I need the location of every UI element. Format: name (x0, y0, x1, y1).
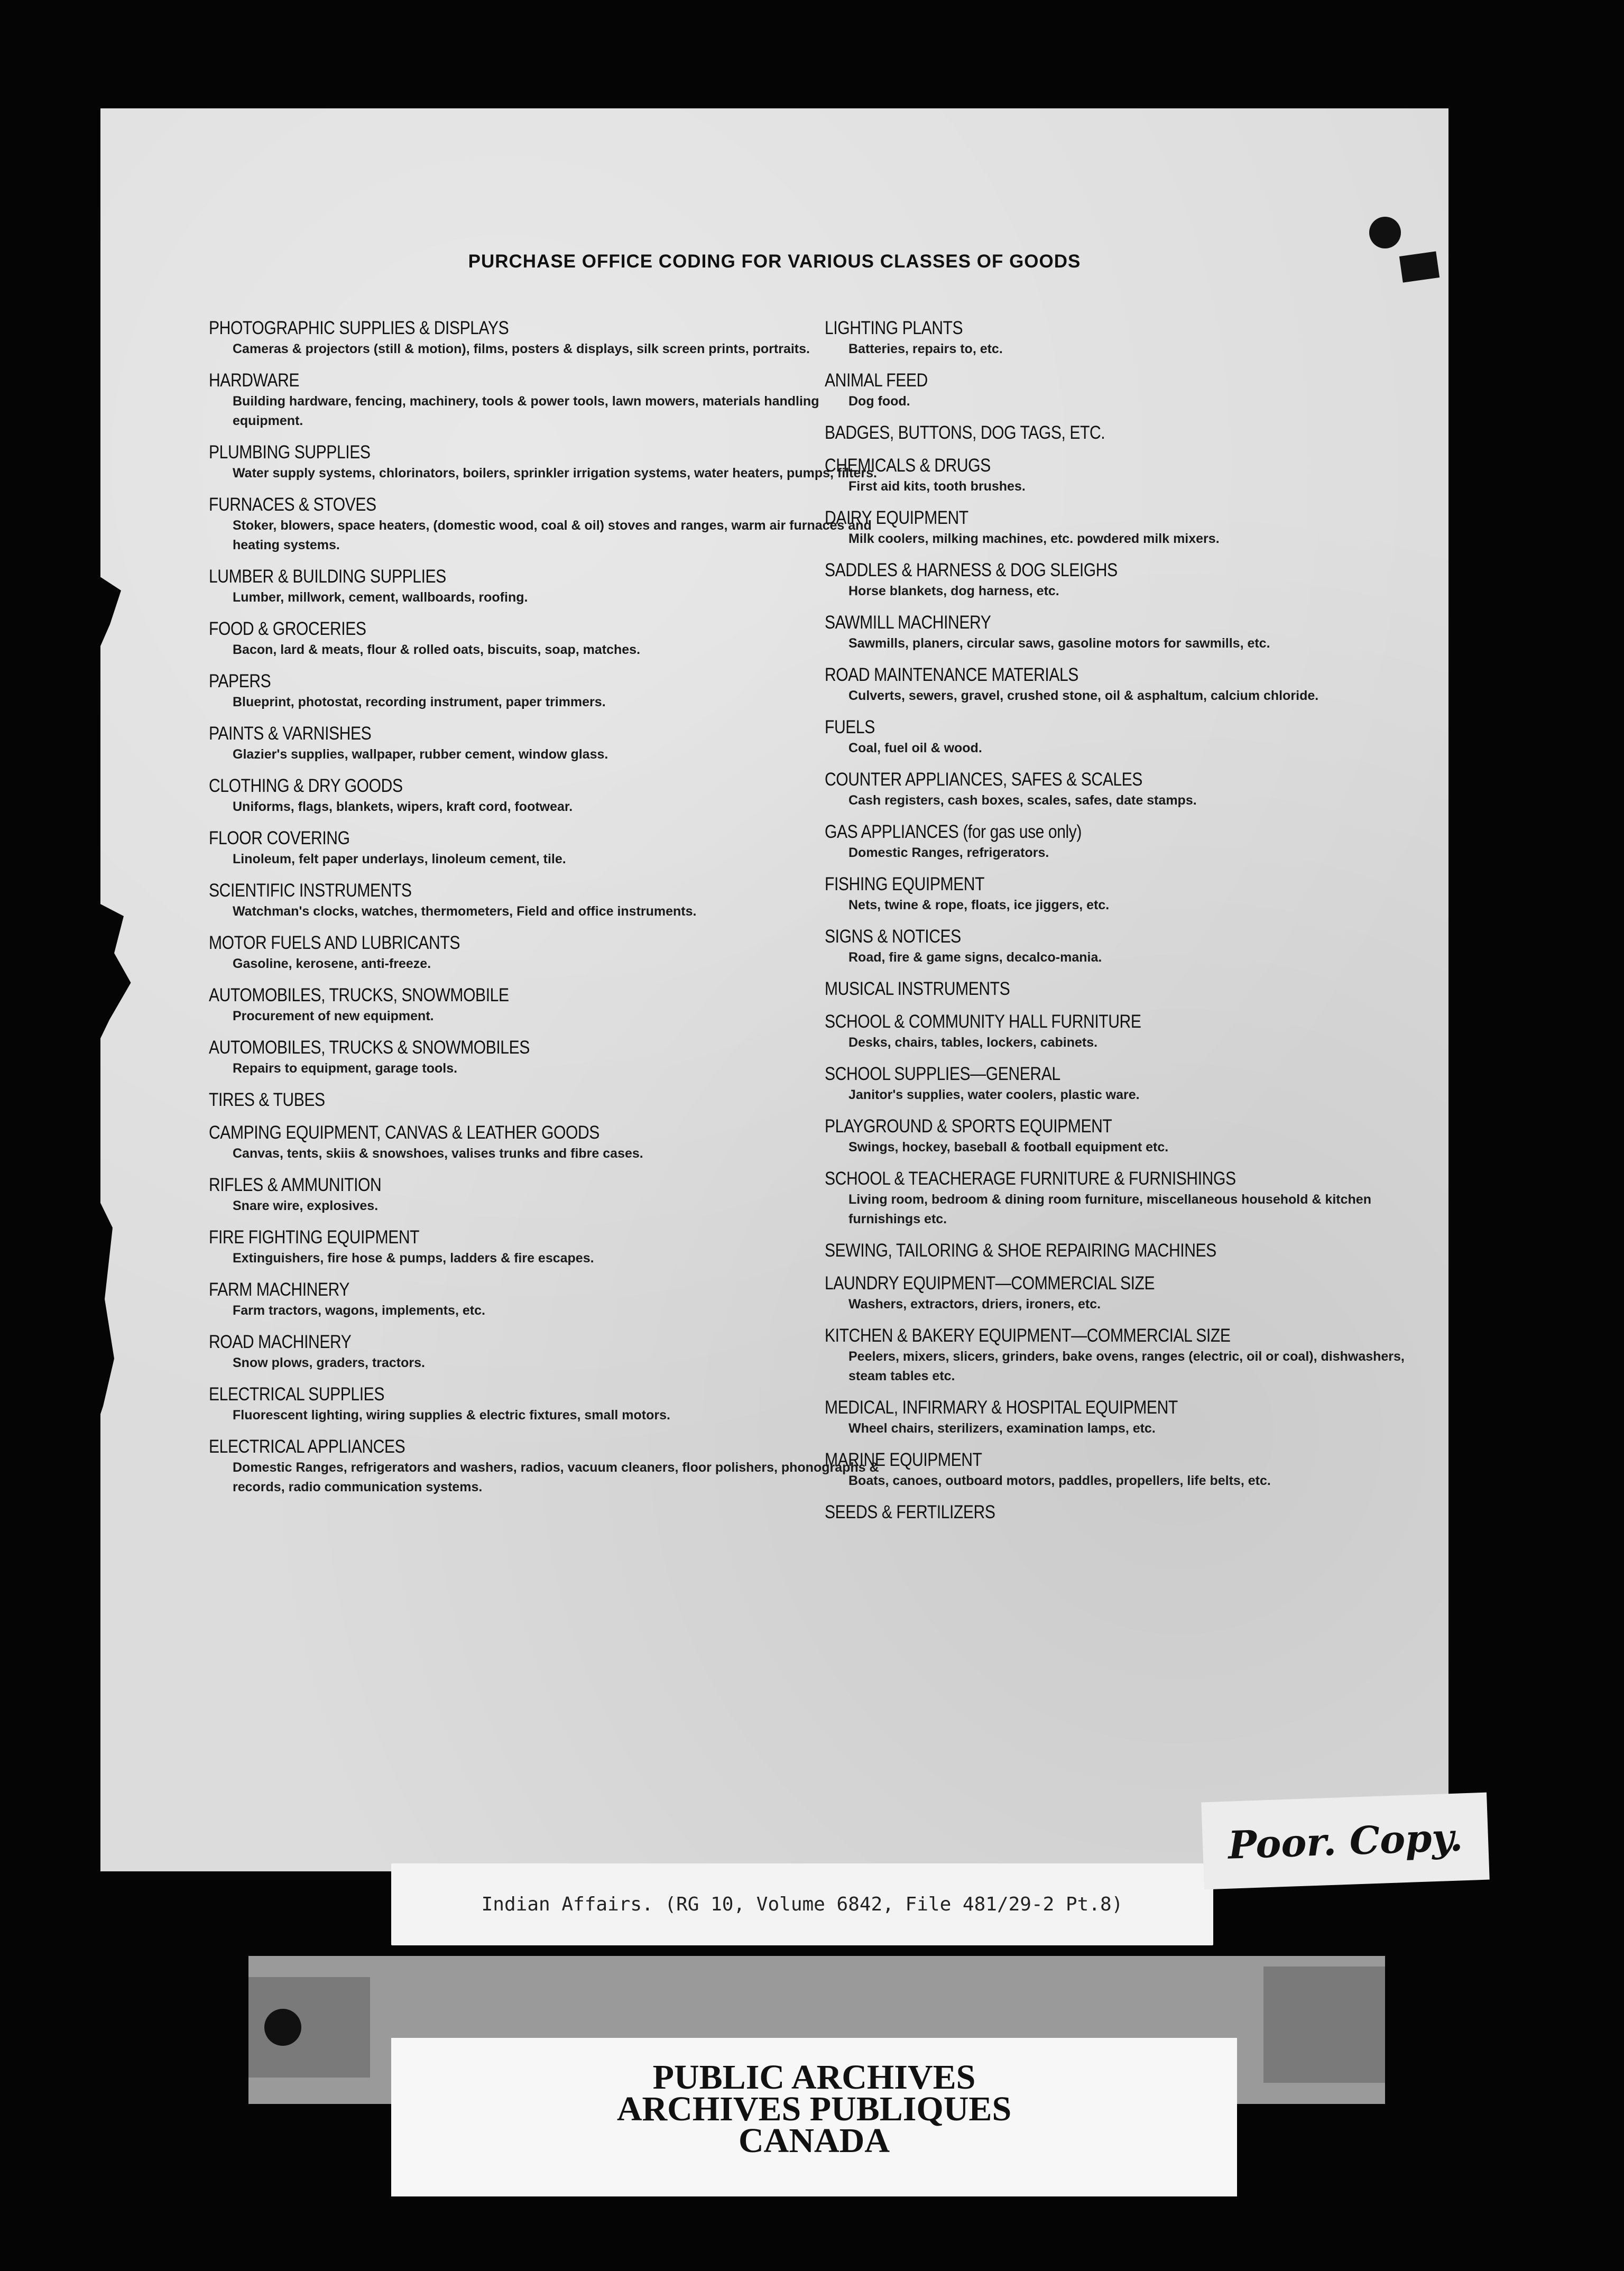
goods-class-entry (825, 926, 1427, 967)
goods-class-entry (825, 1501, 1427, 1524)
goods-class-entry (825, 1449, 1427, 1491)
right-column (825, 317, 1427, 1534)
goods-class-entry (209, 494, 885, 555)
goods-class-entry (209, 984, 885, 1026)
goods-class-description: Canvas, tents, skiis & snowshoes, valises trunks and fibre cases. (233, 1146, 643, 1161)
goods-class-heading: LAUNDRY EQUIPMENT—COMMERCIAL SIZE (825, 1273, 1155, 1294)
goods-class-heading: FOOD & GROCERIES (209, 618, 366, 639)
goods-class-description: Batteries, repairs to, etc. (848, 341, 1003, 356)
goods-class-heading: PLAYGROUND & SPORTS EQUIPMENT (825, 1116, 1112, 1137)
goods-class-description: Milk coolers, milking machines, etc. powdered milk mixers. (848, 531, 1220, 546)
goods-class-description: Stoker, blowers, space heaters, (domestic wood, coal & oil) stoves and ranges, warm air furnaces and heating systems. (233, 518, 872, 552)
goods-class-entry (825, 1240, 1427, 1262)
goods-class-description: Blueprint, photostat, recording instrument, paper trimmers. (233, 695, 606, 709)
goods-class-entry (825, 1325, 1427, 1386)
goods-class-description: Horse blankets, dog harness, etc. (848, 584, 1059, 598)
goods-class-description: Cash registers, cash boxes, scales, safes, date stamps. (848, 793, 1197, 808)
goods-class-heading: SEEDS & FERTILIZERS (825, 1502, 995, 1522)
torn-edge (100, 901, 143, 1049)
goods-class-description: Watchman's clocks, watches, thermometers, Field and office instruments. (233, 904, 697, 919)
goods-class-heading: SCHOOL & TEACHERAGE FURNITURE & FURNISHINGS (825, 1168, 1236, 1189)
goods-class-entry (209, 827, 885, 869)
goods-class-entry (825, 370, 1427, 411)
goods-class-description: Dog food. (848, 394, 910, 409)
archives-stamp-line3: CANADA (739, 2121, 890, 2160)
goods-class-description: Fluorescent lighting, wiring supplies & electric fixtures, small motors. (233, 1408, 670, 1423)
ink-blot (1369, 217, 1401, 248)
goods-class-entry (825, 1272, 1427, 1314)
goods-class-heading: AUTOMOBILES, TRUCKS, SNOWMOBILE (209, 985, 509, 1005)
goods-class-heading: CAMPING EQUIPMENT, CANVAS & LEATHER GOODS (209, 1122, 599, 1143)
goods-class-heading: FARM MACHINERY (209, 1279, 350, 1300)
goods-class-description: Living room, bedroom & dining room furniture, miscellaneous household & kitchen furnishings etc. (848, 1192, 1371, 1226)
goods-class-heading: FUELS (825, 717, 875, 737)
goods-class-description: Water supply systems, chlorinators, boilers, sprinkler irrigation systems, water heaters, pumps, filters. (233, 466, 877, 481)
goods-class-entry (825, 455, 1427, 496)
goods-class-description: Domestic Ranges, refrigerators. (848, 845, 1049, 860)
goods-class-description: Gasoline, kerosene, anti-freeze. (233, 956, 431, 971)
goods-class-description: Peelers, mixers, slicers, grinders, bake ovens, ranges (electric, oil or coal), dishwashers, steam tables etc. (848, 1349, 1405, 1383)
goods-class-description: Repairs to equipment, garage tools. (233, 1061, 458, 1076)
mount-hole (264, 2009, 301, 2046)
goods-class-heading: ROAD MAINTENANCE MATERIALS (825, 664, 1078, 685)
goods-class-heading: ANIMAL FEED (825, 370, 928, 391)
goods-class-entry (825, 422, 1427, 444)
goods-class-entry (825, 559, 1427, 601)
goods-class-heading: MOTOR FUELS AND LUBRICANTS (209, 933, 460, 953)
goods-class-entry (209, 1436, 885, 1497)
goods-class-heading: AUTOMOBILES, TRUCKS & SNOWMOBILES (209, 1037, 530, 1058)
goods-class-description: Linoleum, felt paper underlays, linoleum cement, tile. (233, 852, 566, 866)
goods-class-description: Nets, twine & rope, floats, ice jiggers, etc. (848, 898, 1110, 912)
goods-class-entry (825, 612, 1427, 653)
goods-class-heading: GAS APPLIANCES (for gas use only) (825, 821, 1082, 842)
goods-class-entry (209, 317, 885, 359)
goods-class-heading: CLOTHING & DRY GOODS (209, 776, 403, 796)
goods-class-heading: SCHOOL & COMMUNITY HALL FURNITURE (825, 1011, 1141, 1032)
goods-class-entry (825, 507, 1427, 549)
goods-class-entry (209, 880, 885, 921)
goods-class-heading: SEWING, TAILORING & SHOE REPAIRING MACHINES (825, 1240, 1216, 1261)
goods-class-heading: COUNTER APPLIANCES, SAFES & SCALES (825, 769, 1142, 790)
goods-class-heading: SAWMILL MACHINERY (825, 612, 991, 633)
goods-class-description: Building hardware, fencing, machinery, tools & power tools, lawn mowers, materials handling equipment. (233, 394, 819, 428)
goods-class-entry (209, 723, 885, 764)
goods-class-heading: DAIRY EQUIPMENT (825, 507, 968, 528)
goods-class-heading: ELECTRICAL APPLIANCES (209, 1436, 405, 1457)
goods-class-entry (825, 1011, 1427, 1053)
goods-class-entry (825, 821, 1427, 863)
goods-class-entry (209, 1089, 885, 1111)
goods-class-heading: ELECTRICAL SUPPLIES (209, 1384, 384, 1405)
goods-class-description: Procurement of new equipment. (233, 1009, 434, 1023)
goods-class-description: Cameras & projectors (still & motion), films, posters & displays, silk screen prints, portraits. (233, 341, 810, 356)
mount-tab-right (1263, 1967, 1385, 2083)
archives-stamp-line2: ARCHIVES PUBLIQUES (616, 2090, 1012, 2128)
reference-label: Indian Affairs. (RG 10, Volume 6842, File 481/29-2 Pt.8) (391, 1863, 1213, 1945)
goods-class-description: Snow plows, graders, tractors. (233, 1355, 425, 1370)
goods-class-heading: LIGHTING PLANTS (825, 318, 963, 338)
goods-class-heading: PLUMBING SUPPLIES (209, 442, 371, 463)
goods-class-heading: FIRE FIGHTING EQUIPMENT (209, 1227, 420, 1248)
goods-class-description: Snare wire, explosives. (233, 1198, 379, 1213)
goods-class-heading: KITCHEN & BAKERY EQUIPMENT—COMMERCIAL SIZE (825, 1325, 1231, 1346)
goods-class-description: Uniforms, flags, blankets, wipers, kraft cord, footwear. (233, 799, 573, 814)
goods-class-entry (825, 1063, 1427, 1105)
goods-class-description: First aid kits, tooth brushes. (848, 479, 1026, 494)
goods-class-entry (209, 1122, 885, 1164)
goods-class-heading: MUSICAL INSTRUMENTS (825, 978, 1010, 999)
goods-class-entry (209, 441, 885, 483)
archives-stamp (391, 2038, 1237, 2196)
goods-class-heading: RIFLES & AMMUNITION (209, 1175, 382, 1195)
goods-class-entry (209, 1037, 885, 1078)
goods-class-entry (209, 618, 885, 660)
goods-class-description: Culverts, sewers, gravel, crushed stone, oil & asphaltum, calcium chloride. (848, 688, 1319, 703)
goods-class-heading: LUMBER & BUILDING SUPPLIES (209, 566, 446, 587)
left-column (209, 317, 885, 1508)
goods-class-entry (209, 1383, 885, 1425)
torn-edge (100, 1192, 127, 1430)
goods-class-heading: PAINTS & VARNISHES (209, 723, 372, 744)
mount-tab-left (248, 1977, 370, 2078)
goods-class-entry (209, 932, 885, 974)
goods-class-entry (209, 1226, 885, 1268)
goods-class-entry (825, 1115, 1427, 1157)
goods-class-entry (209, 1331, 885, 1373)
goods-class-description: Domestic Ranges, refrigerators and washers, radios, vacuum cleaners, floor polishers, phonographs & records, radio communication systems. (233, 1460, 879, 1494)
goods-class-description: Washers, extractors, driers, ironers, etc. (848, 1297, 1101, 1312)
goods-class-entry (825, 716, 1427, 758)
goods-class-description: Sawmills, planers, circular saws, gasoline motors for sawmills, etc. (848, 636, 1270, 651)
goods-class-description: Wheel chairs, sterilizers, examination lamps, etc. (848, 1421, 1156, 1436)
goods-class-heading: TIRES & TUBES (209, 1090, 325, 1110)
document-title: PURCHASE OFFICE CODING FOR VARIOUS CLASSES OF GOODS (468, 251, 1081, 272)
goods-class-entry (209, 566, 885, 607)
goods-class-description: Road, fire & game signs, decalco-mania. (848, 950, 1102, 965)
goods-class-description: Lumber, millwork, cement, wallboards, roofing. (233, 590, 528, 605)
goods-class-entry (209, 1279, 885, 1321)
goods-class-entry (825, 1168, 1427, 1229)
handwritten-note: Poor. Copy. (1201, 1793, 1489, 1890)
goods-class-description: Coal, fuel oil & wood. (848, 741, 982, 755)
goods-class-entry (209, 670, 885, 712)
scanned-page (100, 108, 1448, 1871)
goods-class-heading: MARINE EQUIPMENT (825, 1450, 982, 1470)
goods-class-heading: PHOTOGRAPHIC SUPPLIES & DISPLAYS (209, 318, 509, 338)
goods-class-entry (825, 317, 1427, 359)
goods-class-entry (825, 873, 1427, 915)
goods-class-heading: CHEMICALS & DRUGS (825, 455, 991, 476)
goods-class-entry (209, 370, 885, 431)
goods-class-entry (209, 1174, 885, 1216)
goods-class-heading: FISHING EQUIPMENT (825, 874, 985, 894)
goods-class-description: Bacon, lard & meats, flour & rolled oats, biscuits, soap, matches. (233, 642, 641, 657)
goods-class-heading: SIGNS & NOTICES (825, 926, 961, 947)
goods-class-entry (209, 775, 885, 817)
archives-stamp-line1: PUBLIC ARCHIVES (652, 2058, 976, 2097)
goods-class-heading: SCHOOL SUPPLIES—GENERAL (825, 1064, 1060, 1084)
goods-class-heading: BADGES, BUTTONS, DOG TAGS, ETC. (825, 422, 1105, 443)
goods-class-heading: PAPERS (209, 671, 271, 691)
goods-class-description: Janitor's supplies, water coolers, plastic ware. (848, 1087, 1140, 1102)
goods-class-description: Glazier's supplies, wallpaper, rubber cement, window glass. (233, 747, 608, 762)
goods-class-heading: HARDWARE (209, 370, 300, 391)
goods-class-description: Boats, canoes, outboard motors, paddles, propellers, life belts, etc. (848, 1473, 1271, 1488)
goods-class-description: Swings, hockey, baseball & football equipment etc. (848, 1140, 1169, 1155)
torn-edge (100, 574, 132, 658)
goods-class-description: Extinguishers, fire hose & pumps, ladders & fire escapes. (233, 1251, 594, 1266)
goods-class-heading: MEDICAL, INFIRMARY & HOSPITAL EQUIPMENT (825, 1397, 1178, 1418)
goods-class-heading: SADDLES & HARNESS & DOG SLEIGHS (825, 560, 1118, 580)
goods-class-entry (825, 769, 1427, 810)
goods-class-heading: SCIENTIFIC INSTRUMENTS (209, 880, 412, 901)
goods-class-entry (825, 664, 1427, 706)
goods-class-heading: FLOOR COVERING (209, 828, 350, 848)
goods-class-entry (825, 978, 1427, 1000)
goods-class-heading: FURNACES & STOVES (209, 494, 376, 515)
goods-class-description: Farm tractors, wagons, implements, etc. (233, 1303, 485, 1318)
goods-class-entry (825, 1397, 1427, 1438)
goods-class-description: Desks, chairs, tables, lockers, cabinets. (848, 1035, 1098, 1050)
goods-class-heading: ROAD MACHINERY (209, 1332, 352, 1352)
